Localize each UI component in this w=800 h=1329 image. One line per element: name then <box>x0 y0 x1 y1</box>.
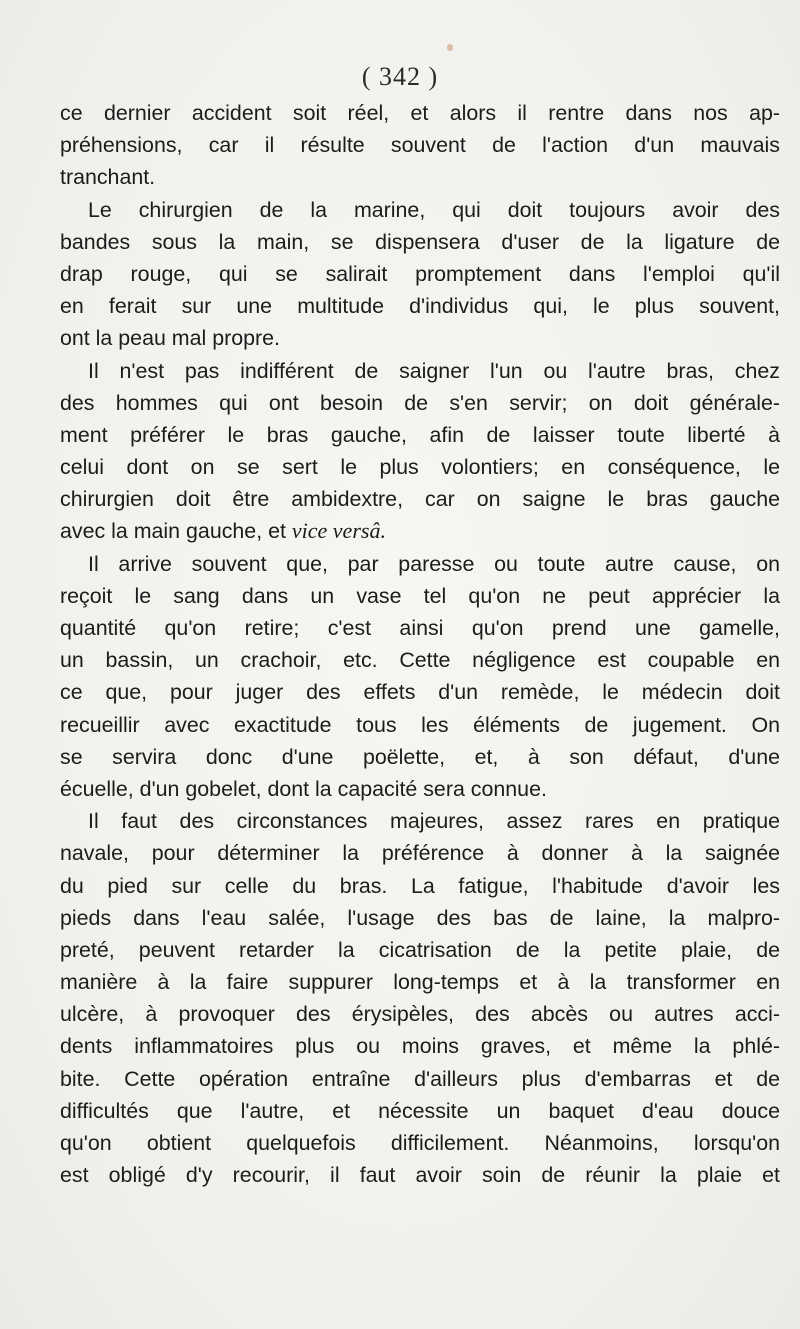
text-line: des hommes qui ont besoin de s'en servir; on doit générale- <box>60 390 780 415</box>
text-line: preté, peuvent retarder la cicatrisation de la petite plaie, de <box>60 937 780 962</box>
text-line: ulcère, à provoquer des érysipèles, des abcès ou autres acci- <box>60 1002 780 1027</box>
text-line-with-italic <box>60 515 780 547</box>
italic-phrase: vice versâ. <box>291 518 386 544</box>
text-line: écuelle, d'un gobelet, dont la capacité sera connue. <box>60 776 547 801</box>
page-number: ( 342 ) <box>361 62 439 91</box>
text-line: du pied sur celle du bras. La fatigue, l'habitude d'avoir les <box>60 873 780 898</box>
text-line: préhensions, car il résulte souvent de l'action d'un mauvais <box>60 133 780 158</box>
text-line: difficultés que l'autre, et nécessite un baquet d'eau douce <box>60 1098 780 1123</box>
text-line: pieds dans l'eau salée, l'usage des bas de laine, la malpro- <box>60 905 780 930</box>
text-line: dents inflammatoires plus ou moins graves, et même la phlé- <box>60 1034 780 1059</box>
text-line: qu'on obtient quelquefois difficilement. Néanmoins, lorsqu'on <box>60 1131 780 1155</box>
text-line: Le chirurgien de la marine, qui doit toujours avoir des <box>88 197 780 222</box>
text-fragment: avec la main gauche, et <box>60 519 286 544</box>
text-line: Il n'est pas indifférent de saigner l'un ou l'autre bras, chez <box>88 358 780 383</box>
text-line: drap rouge, qui se salirait promptement dans l'emploi qu'il <box>60 261 780 286</box>
text-line: manière à la faire suppurer long-temps et à la transformer en <box>60 970 780 995</box>
text-line: bite. Cette opération entraîne d'ailleurs plus d'embarras et de <box>60 1066 780 1091</box>
text-line: ce que, pour juger des effets d'un remède, le médecin doit <box>60 680 780 705</box>
text-line: est obligé d'y recourir, il faut avoir soin de réunir la plaie et <box>60 1163 780 1188</box>
body-text <box>60 97 780 1191</box>
text-line: un bassin, un crachoir, etc. Cette négligence est coupable en <box>60 648 780 673</box>
text-line: bandes sous la main, se dispensera d'user de la ligature de <box>60 229 780 254</box>
text-line: tranchant. <box>60 165 156 190</box>
text-line: Il arrive souvent que, par paresse ou toute autre cause, on <box>88 551 780 576</box>
text-line: ce dernier accident soit réel, et alors il rentre dans nos ap- <box>60 101 780 125</box>
text-line: chirurgien doit être ambidextre, car on saigne le bras gauche <box>60 487 780 512</box>
text-line: reçoit le sang dans un vase tel qu'on ne peut apprécier la <box>60 583 780 608</box>
paper-stain <box>447 44 453 51</box>
text-line: Il faut des circonstances majeures, assez rares en pratique <box>88 809 780 834</box>
text-line: se servira donc d'une poëlette, et, à son défaut, d'une <box>60 744 780 769</box>
text-line: recueillir avec exactitude tous les éléments de jugement. On <box>60 712 780 737</box>
text-line: ment préférer le bras gauche, afin de laisser toute liberté à <box>60 422 780 447</box>
text-line: ont la peau mal propre. <box>60 326 280 351</box>
text-line: en ferait sur une multitude d'individus qui, le plus souvent, <box>60 294 780 319</box>
text-line: navale, pour déterminer la préférence à donner à la saignée <box>60 841 780 866</box>
text-line: quantité qu'on retire; c'est ainsi qu'on prend une gamelle, <box>60 616 780 640</box>
text-line: celui dont on se sert le plus volontiers; en conséquence, le <box>60 455 780 480</box>
